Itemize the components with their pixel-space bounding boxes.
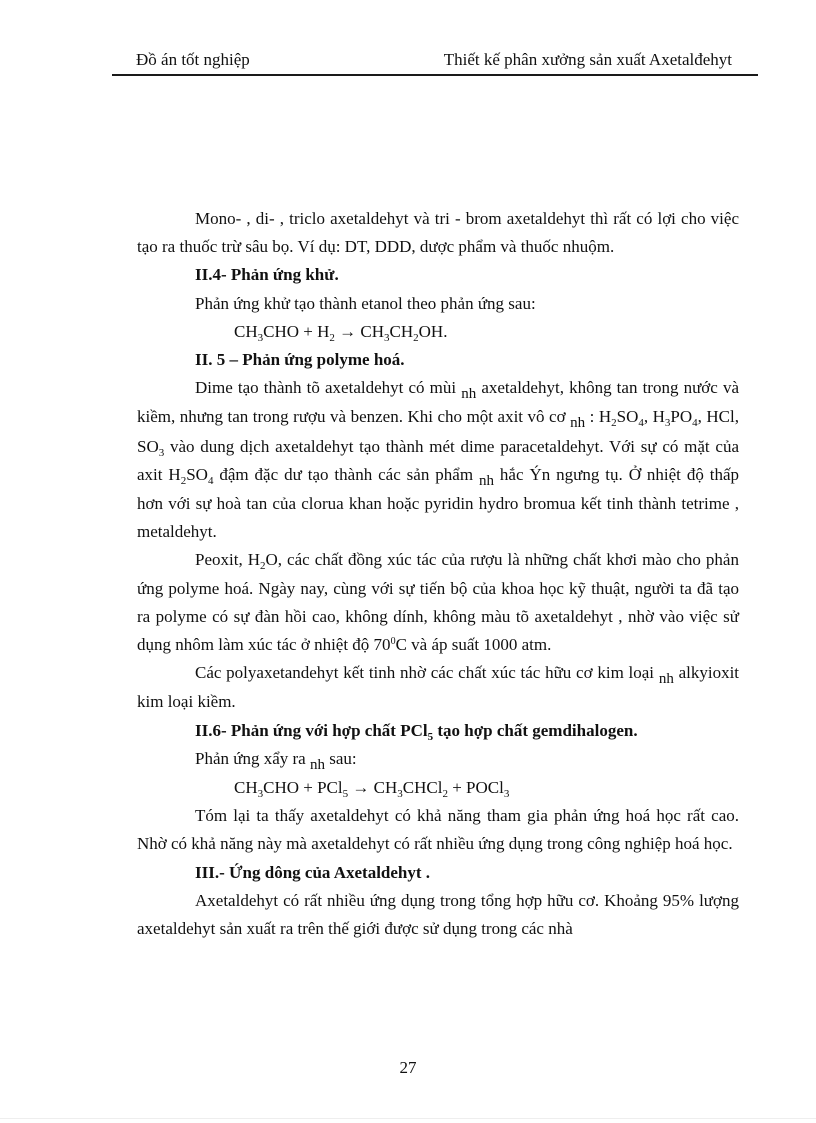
reaction-arrow-icon: → [352, 778, 370, 798]
page-number: 27 [399, 1058, 417, 1077]
paragraph-reduction-intro: Phản ứng khử tạo thành etanol theo phản ứng sau: [195, 293, 536, 313]
reaction-arrow-icon: → [339, 321, 357, 341]
paragraph-peroxide-catalysts: Peoxit, $H_2O$, các chất đồng xúc tác của rượu là những chất khơi mào cho phản ứng polyme hoá. Ngày nay, cùng với sự tiến bộ của khoa học kỹ thuật, người ta đã tạo ra polyme có sự đàn hồi cao, không dính, không màu tõ axetaldehyt , nhờ vào việc sử dụng nhôm làm xúc tác ở nhiệt độ $70^0C$ và áp suất 1000 atm. [137, 550, 739, 655]
equation-pcl5: $CH_3CHO + PCl_5$ → $CH_3CHCl_2$ + POCl$_3$ [234, 778, 510, 801]
heading-reduction: II.4- Phản ứng khử. [195, 265, 339, 285]
paragraph-summary: Tóm lại ta thấy axetaldehyt có khả năng tham gia phản ứng hoá học rất cao. Nhờ có khả năng này mà axetaldehyt có rất nhiều ứng dụng trong công nghiệp hoá học. [137, 806, 739, 854]
header-thesis-label: Đồ án tốt nghiệp [136, 50, 250, 69]
heading-pcl5-reaction: II.6- Phản ứng với hợp chất PCl$_5$ tạo hợp chất gemdihalogen. [195, 720, 638, 743]
equation-reduction: $CH_3CHO + H_2 \to CH_3CH_2OH$. [234, 321, 448, 344]
paragraph-polyacetaldehyde: Các polyaxetandehyt kết tinh nhờ các chất xúc tác hữu cơ kim loại nh alkyioxit kim loại kiềm. [137, 663, 740, 712]
page-edge-divider [0, 1118, 816, 1119]
paragraph-applications: Axetaldehyt có rất nhiều ứng dụng trong tổng hợp hữu cơ. Khoảng 95% lượng axetaldehyt sản xuất ra trên thế giới được sử dụng trong các nhà [137, 890, 739, 939]
header-thesis-title: Thiết kế phân xưởng sản xuất Axetalđehyt [443, 50, 732, 69]
page-body [137, 205, 739, 943]
paragraph-reaction-intro: Phản ứng xẩy ra nh sau: [195, 748, 357, 773]
paragraph-chlorination-uses: Mono- , di- , triclo axetaldehyt và tri - brom axetaldehyt thì rất có lợi cho việc tạo ra thuốc trừ sâu bọ. Ví dụ: DT, DDD, dược phẩm và thuốc nhuộm. [137, 209, 739, 257]
paragraph-dimer-formation: Dime tạo thành tõ axetaldehyt có mùi nh axetaldehyt, không tan trong nước và kiềm, nhưng tan trong rượu và benzen. Khi cho một axit vô cơ nh : $H_2SO_4$, $H_3PO_4$, HCl, $SO_3$ vào dung dịch axetaldehyt tạo thành mét dime paracetaldehyt. Với sự có mặt của axit $H_2SO_4$ đậm đặc dư tạo thành các sản phẩm nh hắc Ýn ngưng tụ. Ở nhiệt độ thấp hơn với sự hoà tan của clorua khan hoặc pyridin hydro bromua kết tinh thành tetrime , metaldehyt. [137, 378, 740, 542]
heading-applications: III.- Ứng dông của Axetaldehyt . [195, 862, 431, 882]
heading-polymerization: II. 5 – Phản ứng polyme hoá. [195, 350, 405, 370]
page-header [112, 48, 758, 76]
